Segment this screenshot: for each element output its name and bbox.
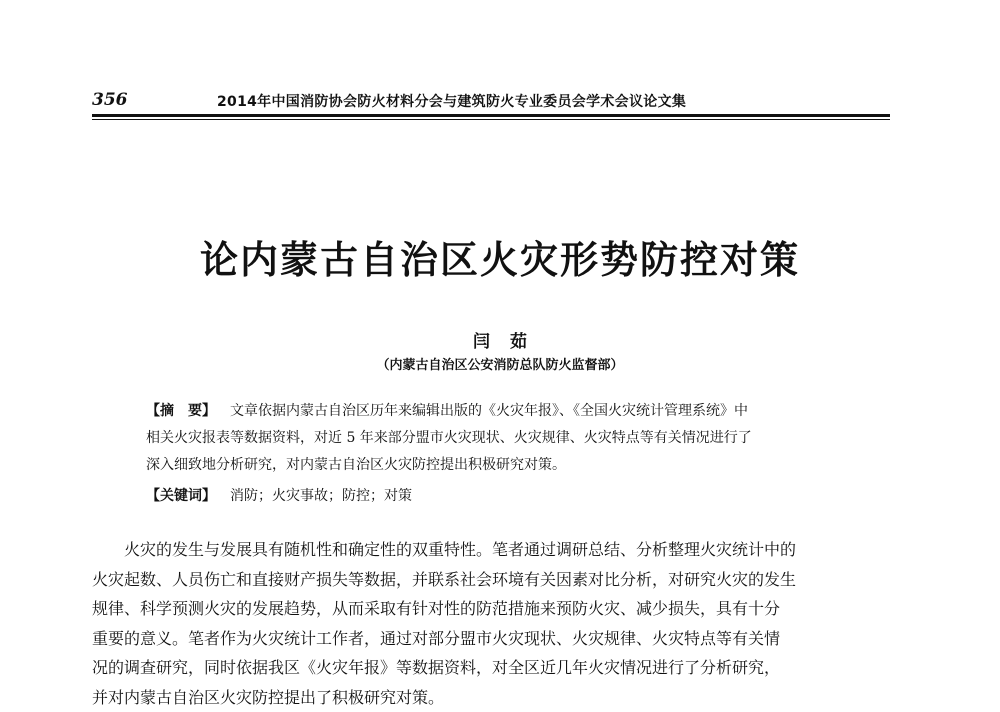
keywords-text: 消防；火灾事故；防控；对策 — [230, 488, 412, 504]
abstract-line: 相关火灾报表等数据资料，对近 5 年来部分盟市火灾现状、火灾规律、火灾特点等有关情况进行了 — [146, 425, 866, 452]
keywords-label: 【关键词】 — [146, 488, 216, 504]
body-paragraph — [92, 535, 890, 712]
paper-title: 论内蒙古自治区火灾形势防控对策 — [0, 229, 1000, 284]
body-line: 火灾起数、人员伤亡和直接财产损失等数据，并联系社会环境有关因素对比分析，对研究火灾的发生 — [92, 565, 890, 595]
abstract-text: 文章依据内蒙古自治区历年来编辑出版的《火灾年报》、《全国火灾统计管理系统》中 — [230, 403, 748, 419]
abstract — [146, 398, 866, 479]
body-line: 并对内蒙古自治区火灾防控提出了积极研究对策。 — [92, 683, 890, 712]
journal-title: 2014年中国消防协会防火材料分会与建筑防火专业委员会学术会议论文集 — [217, 91, 686, 111]
header-rule-thick — [92, 114, 890, 117]
body-line: 规律、科学预测火灾的发展趋势，从而采取有针对性的防范措施来预防火灾、减少损失，具有十分 — [92, 594, 890, 624]
body-line: 况的调查研究，同时依据我区《火灾年报》等数据资料，对全区近几年火灾情况进行了分析研究， — [92, 653, 890, 683]
author-affiliation: （内蒙古自治区公安消防总队防火监督部） — [0, 354, 1000, 373]
abstract-line: 深入细致地分析研究，对内蒙古自治区火灾防控提出积极研究对策。 — [146, 452, 866, 479]
page-number: 356 — [92, 90, 128, 110]
abstract-line — [146, 398, 866, 425]
author-name: 闫茹 — [0, 327, 1000, 352]
abstract-label: 【摘 要】 — [146, 403, 216, 419]
header-rule-thin — [92, 119, 890, 120]
keywords — [146, 483, 866, 510]
body-line: 重要的意义。笔者作为火灾统计工作者，通过对部分盟市火灾现状、火灾规律、火灾特点等有关情 — [92, 624, 890, 654]
body-line: 火灾的发生与发展具有随机性和确定性的双重特性。笔者通过调研总结、分析整理火灾统计中的 — [92, 535, 890, 565]
